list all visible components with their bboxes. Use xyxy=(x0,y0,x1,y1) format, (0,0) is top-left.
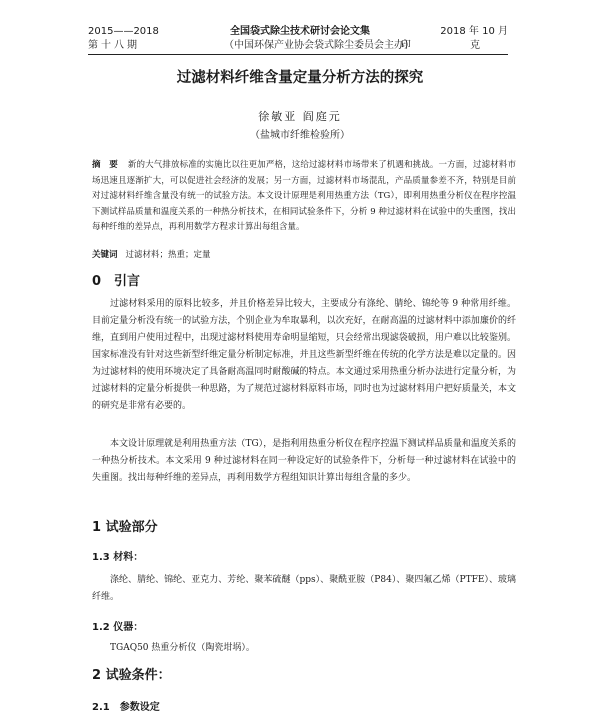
keywords xyxy=(92,248,516,262)
materials-text: 涤纶、腈纶、锦纶、亚克力、芳纶、聚苯硫醚（pps）、聚酰亚胺（P84）、聚四氟乙烯（PTFE）、玻璃纤维。 xyxy=(92,575,516,602)
subheading-instrument: 1.2 仪器： xyxy=(92,622,144,633)
intro-paragraph-2: 本文设计原理就是利用热重方法（TG），是指利用热重分析仪在程序控温下测试样品质量和温度关系的一种热分析技术。本文采用 9 种过滤材料在同一种设定好的试验条件下，分析每一种过滤材料在试验中的失重图。找出每种纤维的差异点，再利用数学方程组知识计算出每组含量的多少。 xyxy=(92,439,516,483)
keywords-label: 关键词 xyxy=(92,250,118,260)
header-date: 2018 年 10 月 xyxy=(440,26,508,37)
paper-authors: 徐敏亚 阎庭元 xyxy=(258,110,342,123)
abstract-label: 摘 要 xyxy=(92,160,118,170)
keywords-text: 过滤材料；热重；定量 xyxy=(125,250,211,260)
subheading-materials: 1.3 材料： xyxy=(92,552,144,563)
header-years: 2015——2018 xyxy=(88,26,159,37)
abstract xyxy=(92,158,516,236)
header-proceedings-title: 全国袋式除尘技术研讨会论文集 xyxy=(230,26,370,37)
paper-affiliation: （盐城市纤维检验所） xyxy=(250,130,350,141)
instrument-text: TGAQ50 热重分析仪（陶瓷坩埚）。 xyxy=(110,643,255,653)
section-heading-conditions: 2 试验条件： xyxy=(92,668,171,683)
intro-paragraph-1: 过滤材料采用的原料比较多，并且价格差异比较大，主要成分有涤纶、腈纶、锦纶等 9 种常用纤维。目前定量分析没有统一的试验方法，个别企业为牟取暴利，以次充好，在耐高温的过滤材料中添加廉价的纤维，直到用户使用过程中，出现过滤材料使用寿命明显缩短，只会经常出现滤袋破损，用户难以比较鉴别。国家标准没有针对这些新型纤维定量分析制定标准，并且这些新型纤维在传统的化学方法是难以定量的。因为过滤材料的使用环境决定了具备耐高温同时耐酸碱的特点。本文通过采用热重分析办法进行定量分析，为过滤材料的定量分析提供一种思路，为了规范过滤材料原料市场，同时也为过滤材料用户把好质量关，本文的研究是非常有必要的。 xyxy=(92,299,516,411)
abstract-text: 新的大气排放标准的实施比以往更加严格，这给过滤材料市场带来了机遇和挑战。一方面，过滤材料市场迅速且逐渐扩大，可以促进社会经济的发展；另一方面，过滤材料市场混乱，产品质量参差不齐，特别是目前对过滤材料纤维含量没有统一的试验方法。本文设计原理是利用热重方法（TG），即利用热重分析仪在程序控温下测试样品质量和温度关系的一种热分析技术，在相同试验条件下，分析 9 种过滤材料在试验中的失重图，找出每种纤维的差异点，再利用数学方程求计算出每组含量。 xyxy=(92,160,516,232)
section-heading-introduction: 0 引言 xyxy=(92,274,141,289)
header-location: 印 克 xyxy=(400,40,508,51)
running-header xyxy=(0,0,600,56)
header-rule xyxy=(88,54,508,55)
subheading-parameters: 2.1 参数设定 xyxy=(92,702,160,713)
section-heading-experiment: 1 试验部分 xyxy=(92,520,158,535)
paper-title: 过滤材料纤维含量定量分析方法的探究 xyxy=(176,70,424,86)
header-issue: 第十八期 xyxy=(88,40,140,51)
header-organizer: （中国环保产业协会袋式除尘委员会主办） xyxy=(224,40,414,51)
